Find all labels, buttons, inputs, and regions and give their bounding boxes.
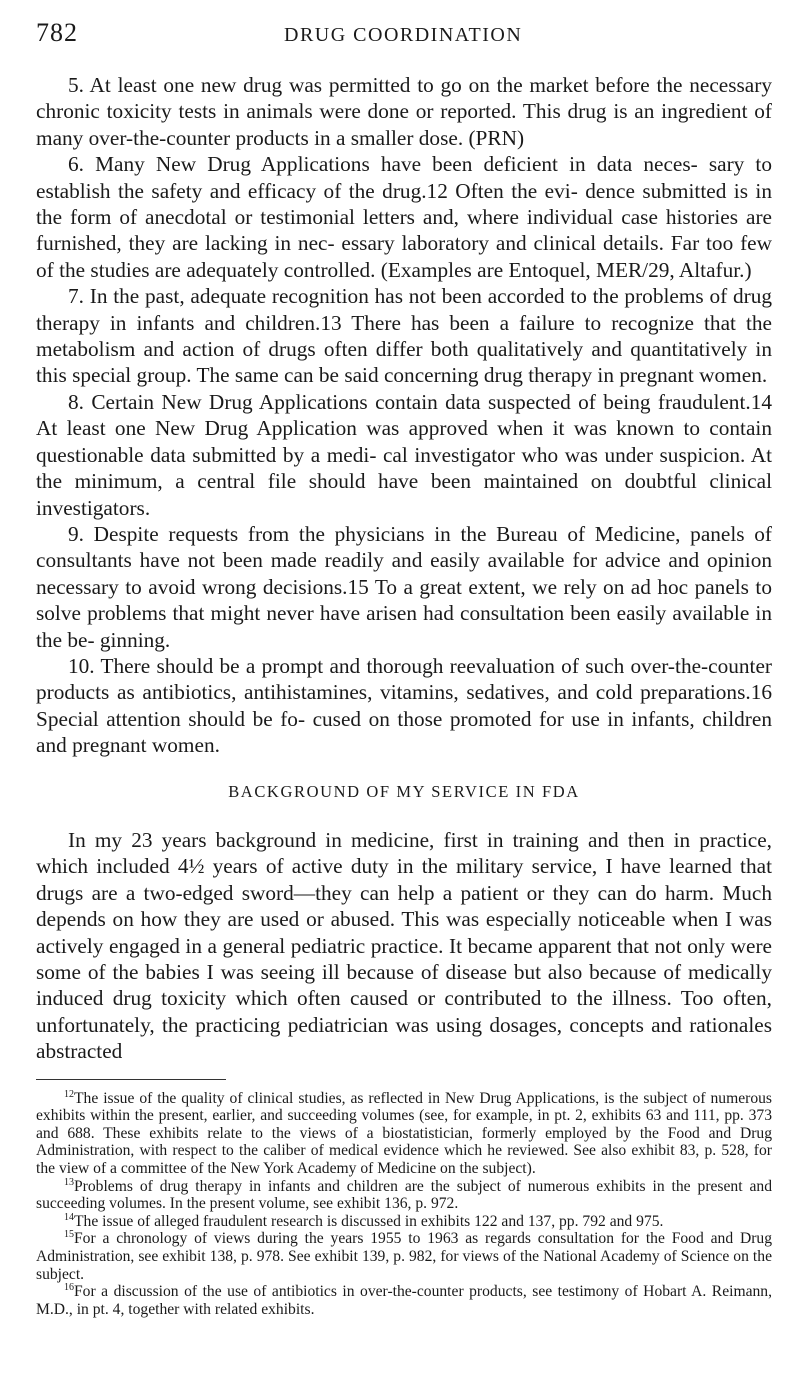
footnote [36,1178,772,1213]
paragraph-item-9: 9. Despite requests from the physicians in the Bureau of Medicine, panels of consultants have not been made readily and easily available for advice and opinion necessary to avoid wrong decisions.15 To a great extent, we rely on ad hoc panels to solve problems that might never have arisen had consultation been easily available in the be- ginning. [36,521,772,652]
paragraph-item-7: 7. In the past, adequate recognition has not been accorded to the problems of drug therapy in infants and children.13 There has been a failure to recognize that the metabolism and action of drugs often differ both qualitatively and quantitatively in this special group. The same can be said concerning drug therapy in pregnant women. [36,284,772,388]
footnote-mark: 15 [64,1229,74,1241]
footnote-text: The issue of the quality of clinical studies, as reflected in New Drug Applications, is the subject of numerous exhibits within the present, earlier, and succeeding volumes (see, for example, in pt. 2, exhibits 63 and 111, pp. 373 and 688. These exhibits relate to the views of a biostatistician, formerly employed by the Food and Drug Administration, with respect to the caliber of medical evidence which he reviewed. See also exhibit 83, p. 528, for the view of a committee of the New York Academy of Medicine on the subject). [36,1089,772,1177]
running-head: DRUG COORDINATION [284,24,523,46]
footnote-mark: 12 [64,1088,74,1100]
footnote-mark: 13 [64,1176,74,1188]
paragraph-item-6: 6. Many New Drug Applications have been deficient in data neces- sary to establish the safety and efficacy of the drug.12 Often the evi- dence submitted is in the form of anecdotal or testimonial letters and, where individual case histories are furnished, they are lacking in nec- essary laboratory and clinical details. Far too few of the studies are adequately controlled. (Examples are Entoquel, MER/29, Altafur.) [36,152,772,282]
body-text [36,72,772,1065]
footnote-text: The issue of alleged fraudulent research is discussed in exhibits 122 and 137, pp. 792 and 975. [74,1212,664,1230]
footnote [36,1230,772,1283]
footnote-mark: 14 [64,1211,74,1223]
footnotes [36,1090,772,1319]
footnote [36,1283,772,1318]
footnote-text: For a chronology of views during the years 1955 to 1963 as regards consultation for the Food and Drug Administration, see exhibit 138, p. 978. See exhibit 139, p. 982, for views of the National Academy of Science on the subject. [36,1230,772,1283]
footnote [36,1090,772,1178]
page-header [36,18,772,58]
background-paragraph: In my 23 years background in medicine, first in training and then in practice, which included 4½ years of active duty in the military service, I have learned that drugs are a two-edged sword—they can help a patient or they can do harm. Much depends on how they are used or abused. This was especially noticeable when I was actively engaged in a general pediatric practice. It became apparent that not only were some of the babies I was seeing ill because of disease but also because of medically induced drug toxicity which often caused or contributed to the illness. Too often, unfortunately, the practicing pediatrician was using dosages, concepts and rationales abstracted [36,827,772,1064]
footnote-text: For a discussion of the use of antibiotics in over-the-counter products, see testimony of Hobart A. Reimann, M.D., in pt. 4, together with related exhibits. [36,1283,772,1318]
paragraph-item-10: 10. There should be a prompt and thorough reevaluation of such over-the-counter products as antibiotics, antihistamines, vitamins, sedatives, and cold preparations.16 Special attention should be fo- cused on those promoted for use in infants, children and pregnant women. [36,653,772,758]
footnote-mark: 16 [64,1281,74,1293]
footnote-divider [36,1079,226,1080]
footnote-text: Problems of drug therapy in infants and children are the subject of numerous exhibits in the present and succeeding volumes. In the present volume, see exhibit 136, p. 972. [36,1177,772,1213]
paragraph-item-8: 8. Certain New Drug Applications contain data suspected of being fraudulent.14 At least one New Drug Application was approved when it was known to contain questionable data submitted by a medi- cal investigator who was under suspicion. At the minimum, a central file should have been maintained on doubtful clinical investigators. [36,389,772,520]
section-heading: BACKGROUND OF MY SERVICE IN FDA [228,781,580,801]
paragraph-item-5: 5. At least one new drug was permitted to go on the market before the necessary chronic toxicity tests in animals were done or reported. This drug is an ingredient of many over-the-counter products in a smaller dose. (PRN) [36,73,772,150]
page-number: 782 [36,18,78,47]
footnote [36,1213,772,1231]
